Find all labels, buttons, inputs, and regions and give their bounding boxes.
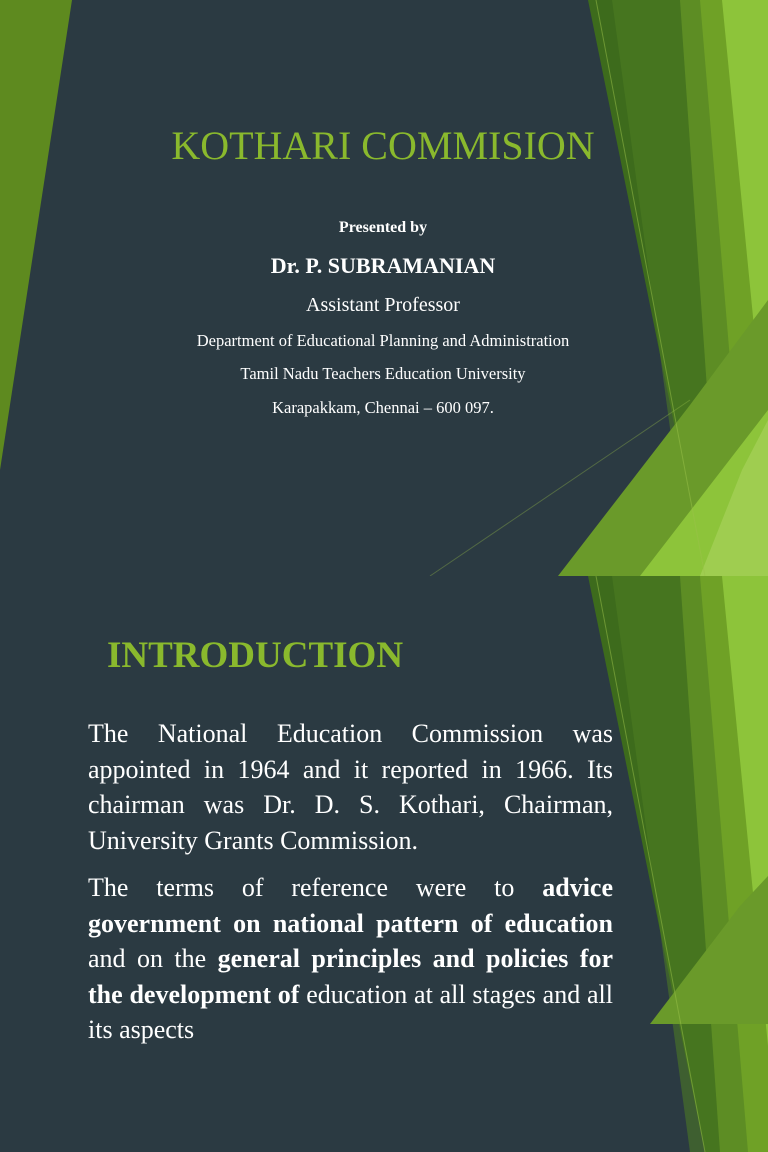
- university-name: Tamil Nadu Teachers Education University: [240, 364, 526, 383]
- intro-paragraph-1: The National Education Commission was appointed in 1964 and it reported in 1966. Its chairman was Dr. D. S. Kothari, Chairman, University Grants Commission.: [88, 719, 613, 855]
- address: Karapakkam, Chennai – 600 097.: [272, 398, 494, 417]
- slide2-title: INTRODUCTION: [107, 635, 404, 676]
- department-name: Department of Educational Planning and Administration: [196, 331, 570, 350]
- slide1-title: KOTHARI COMMISION: [171, 123, 595, 168]
- intro-paragraph-2: [88, 870, 613, 1048]
- presented-by-label: Presented by: [338, 219, 428, 236]
- paragraph2-bold-1: advice government on national pattern of education: [88, 873, 613, 938]
- paragraph2-text-1: The terms of reference were to: [88, 873, 543, 902]
- introduction-slide: [0, 576, 768, 1044]
- paragraph2-text-3: education at all stages and all its aspects: [88, 979, 613, 1044]
- presenter-role: Assistant Professor: [306, 294, 460, 316]
- presenter-name: Dr. P. SUBRAMANIAN: [270, 253, 496, 278]
- paragraph2-text-2: and on the: [88, 944, 218, 973]
- paragraph2-bold-2: general principles and policies for the development of: [88, 944, 613, 1009]
